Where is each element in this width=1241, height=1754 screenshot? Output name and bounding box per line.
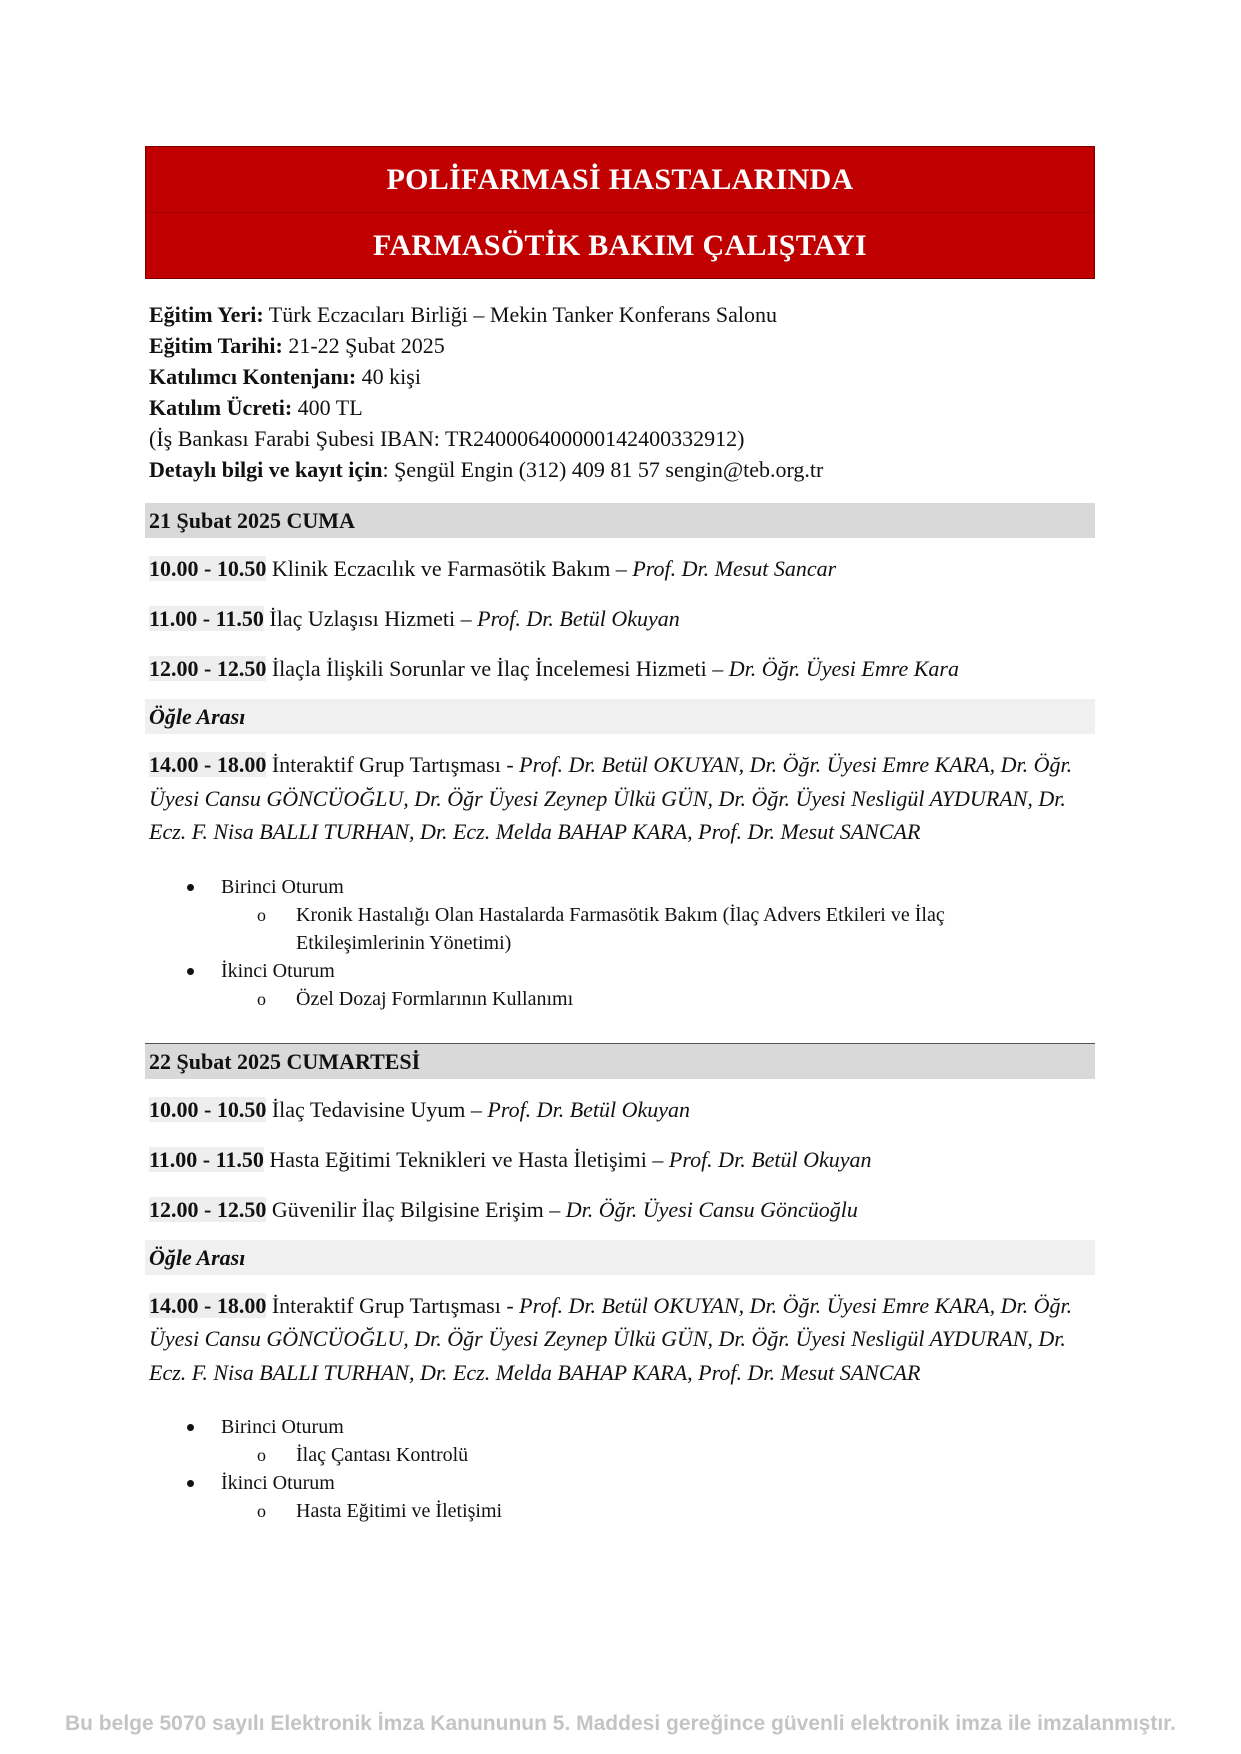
day1-header: 21 Şubat 2025 CUMA xyxy=(145,503,1095,538)
day2-lunch-break: Öğle Arası xyxy=(145,1240,1095,1275)
session-label: İkinci Oturum xyxy=(221,1472,335,1494)
bullet-icon xyxy=(187,968,194,975)
session-subitem-label: Özel Dozaj Formlarının Kullanımı xyxy=(296,987,574,1010)
info-quota-label: Katılımcı Kontenjanı: xyxy=(149,364,357,389)
slot-speakers: Prof. Dr. Betül OKUYAN, Dr. Öğr. Üyesi Emre KARA, Dr. Öğr. Üyesi Cansu GÖNCÜOĞLU, Dr. Öğr Üyesi Zeynep Ülkü GÜN, Dr. Öğr. Üyesi Nesligül AYDURAN, Dr. Ecz. F. Nisa BALLI TURHAN, Dr. Ecz. Melda BAHAP KARA, Prof. Dr. Mesut SANCAR xyxy=(149,752,1073,844)
info-quota xyxy=(149,361,1095,392)
slot-speaker: Dr. Öğr. Üyesi Cansu Göncüoğlu xyxy=(565,1196,858,1222)
info-fee-label: Katılım Ücreti: xyxy=(149,395,293,420)
slot-topic: İnteraktif Grup Tartışması - xyxy=(266,752,520,777)
session-item xyxy=(145,873,1095,901)
session-subitem-label: Hasta Eğitimi ve İletişimi xyxy=(296,1500,503,1522)
session-subitem-label: Kronik Hastalığı Olan Hastalarda Farmasötik Bakım (İlaç Advers Etkileri ve İlaç Etkileşimlerinin Yönetimi) xyxy=(296,903,945,954)
document-page xyxy=(145,146,1095,1525)
session-item xyxy=(145,1469,1095,1497)
day2-slot-3 xyxy=(145,1193,1095,1226)
slot-time: 10.00 - 10.50 xyxy=(149,1096,267,1122)
session-item xyxy=(145,1413,1095,1441)
slot-speaker: Dr. Öğr. Üyesi Emre Kara xyxy=(728,656,959,681)
slot-speaker: Prof. Dr. Betül Okuyan xyxy=(487,1096,691,1122)
slot-time: 10.00 - 10.50 xyxy=(149,556,267,581)
session-label: İkinci Oturum xyxy=(221,959,335,982)
bullet-icon xyxy=(187,884,194,891)
slot-speaker: Prof. Dr. Betül Okuyan xyxy=(477,606,680,631)
info-iban: (İş Bankası Farabi Şubesi IBAN: TR240006400000142400332912) xyxy=(149,426,745,451)
day1-slot-3 xyxy=(145,652,1095,685)
session-label: Birinci Oturum xyxy=(221,875,344,898)
info-place-value: Türk Eczacıları Birliği – Mekin Tanker Konferans Salonu xyxy=(263,302,777,327)
slot-time: 14.00 - 18.00 xyxy=(149,1292,267,1318)
info-place-label: Eğitim Yeri: xyxy=(149,302,264,327)
slot-time: 11.00 - 11.50 xyxy=(149,606,264,631)
info-date-value: 21-22 Şubat 2025 xyxy=(282,333,445,358)
slot-topic: İlaç Uzlaşısı Hizmeti – xyxy=(263,606,478,631)
day1-sessions xyxy=(145,873,1095,1013)
slot-topic: İlaç Tedavisine Uyum – xyxy=(266,1096,488,1122)
title-banner xyxy=(145,146,1095,279)
slot-time: 12.00 - 12.50 xyxy=(149,1196,267,1222)
slot-topic: Güvenilir İlaç Bilgisine Erişim – xyxy=(266,1196,566,1222)
info-contact-value: : Şengül Engin (312) 409 81 57 sengin@teb.org.tr xyxy=(382,457,824,482)
info-quota-value: 40 kişi xyxy=(356,364,421,389)
circle-bullet-icon: o xyxy=(257,1445,266,1465)
e-signature-footer: Bu belge 5070 sayılı Elektronik İmza Kanununun 5. Maddesi gereğince güvenli elektronik imza ile imzalanmıştır. xyxy=(64,1712,1177,1735)
info-contact-label: Detaylı bilgi ve kayıt için xyxy=(149,457,383,482)
day2-group-discussion xyxy=(145,1289,1095,1390)
slot-time: 12.00 - 12.50 xyxy=(149,656,267,681)
session-subitem xyxy=(145,901,1095,957)
session-subitem xyxy=(145,1441,1095,1469)
session-subitem-label: İlaç Çantası Kontrolü xyxy=(296,1444,469,1466)
circle-bullet-icon: o xyxy=(257,1501,266,1521)
bullet-icon xyxy=(187,1424,194,1431)
info-place xyxy=(149,299,1095,330)
circle-bullet-icon: o xyxy=(257,904,266,925)
info-date-label: Eğitim Tarihi: xyxy=(149,333,283,358)
session-label: Birinci Oturum xyxy=(221,1416,344,1438)
slot-topic: Klinik Eczacılık ve Farmasötik Bakım – xyxy=(266,556,633,581)
slot-topic: İlaçla İlişkili Sorunlar ve İlaç İncelemesi Hizmeti – xyxy=(266,656,729,681)
day2-header: 22 Şubat 2025 CUMARTESİ xyxy=(145,1043,1095,1079)
slot-speaker: Prof. Dr. Betül Okuyan xyxy=(668,1146,872,1172)
slot-time: 11.00 - 11.50 xyxy=(149,1146,264,1172)
day2-sessions xyxy=(145,1413,1095,1525)
info-fee xyxy=(149,392,1095,423)
day1-group-discussion xyxy=(145,748,1095,849)
session-item xyxy=(145,957,1095,985)
slot-speaker: Prof. Dr. Mesut Sancar xyxy=(632,556,837,581)
day2-slot-1 xyxy=(145,1093,1095,1126)
slot-topic: Hasta Eğitimi Teknikleri ve Hasta İletişimi – xyxy=(263,1146,669,1172)
title-line-2: FARMASÖTİK BAKIM ÇALIŞTAYI xyxy=(373,229,867,262)
info-fee-value: 400 TL xyxy=(292,395,363,420)
event-info xyxy=(145,299,1095,485)
info-contact xyxy=(149,454,1095,485)
slot-topic: İnteraktif Grup Tartışması - xyxy=(266,1292,520,1318)
session-subitem xyxy=(145,985,1095,1013)
day1-slot-2 xyxy=(145,602,1095,635)
day1-lunch-break: Öğle Arası xyxy=(145,699,1095,734)
day1-slot-1 xyxy=(145,552,1095,585)
info-date xyxy=(149,330,1095,361)
slot-time: 14.00 - 18.00 xyxy=(149,752,267,777)
title-line-1: POLİFARMASİ HASTALARINDA xyxy=(386,163,854,196)
bullet-icon xyxy=(187,1480,194,1487)
slot-speakers: Prof. Dr. Betül OKUYAN, Dr. Öğr. Üyesi Emre KARA, Dr. Öğr. Üyesi Cansu GÖNCÜOĞLU, Dr. Öğr Üyesi Zeynep Ülkü GÜN, Dr. Öğr. Üyesi Nesligül AYDURAN, Dr. Ecz. F. Nisa BALLI TURHAN, Dr. Ecz. Melda BAHAP KARA, Prof. Dr. Mesut SANCAR xyxy=(149,1292,1073,1385)
circle-bullet-icon: o xyxy=(257,988,266,1009)
session-subitem xyxy=(145,1497,1095,1525)
day2-slot-2 xyxy=(145,1143,1095,1176)
